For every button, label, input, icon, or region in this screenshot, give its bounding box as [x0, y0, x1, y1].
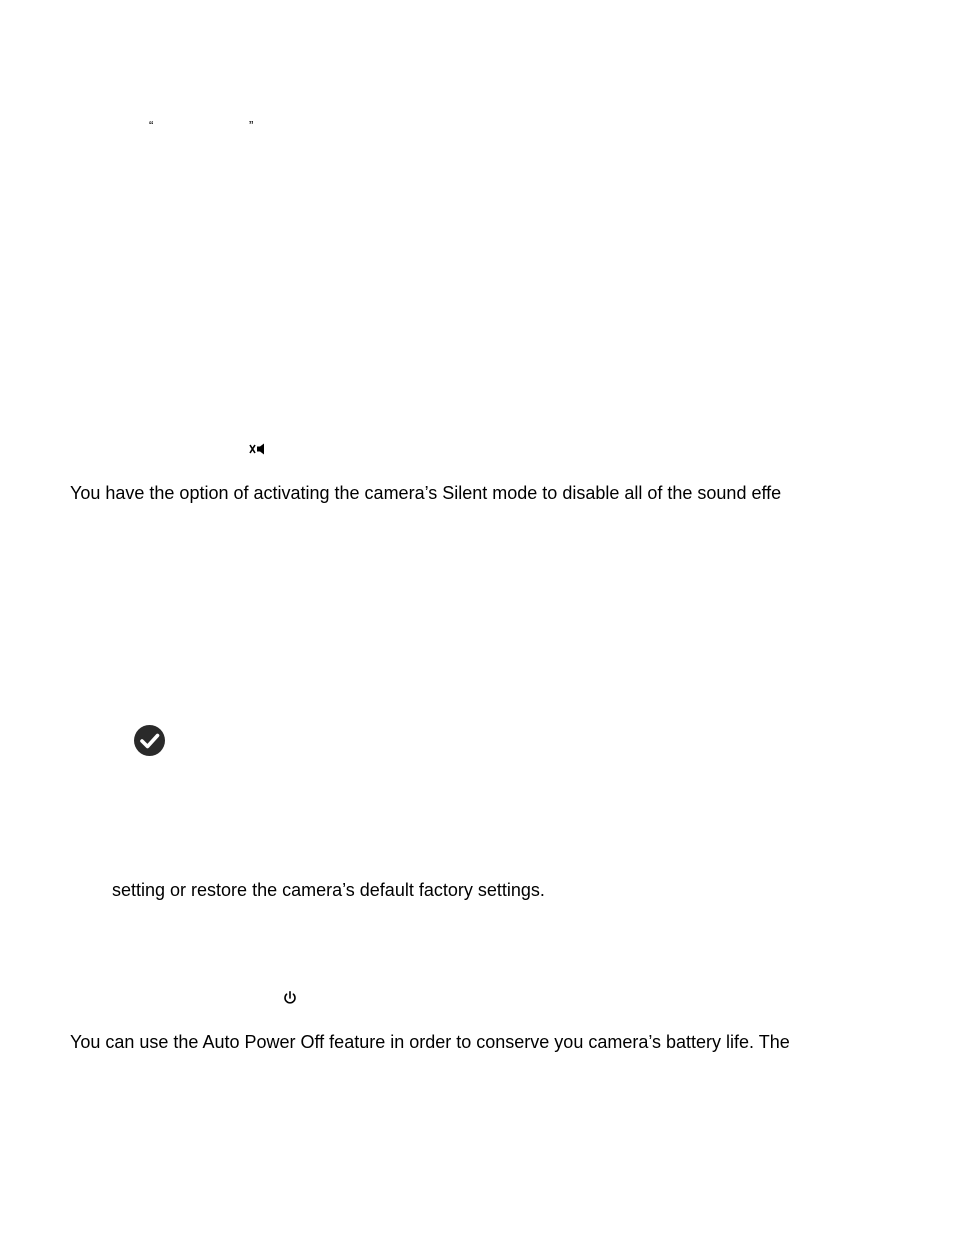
silent-mode-description: You have the option of activating the camera’s Silent mode to disable all of the sound effe — [70, 483, 782, 503]
silent-mode-icon — [249, 442, 267, 456]
open-quote-mark: “ — [149, 118, 154, 133]
reset-settings-description: setting or restore the camera’s default factory settings. — [112, 880, 545, 900]
auto-power-off-description: You can use the Auto Power Off feature in order to conserve you camera’s battery life. The — [70, 1032, 790, 1052]
power-icon — [282, 990, 298, 1006]
checkmark-circle-icon — [133, 724, 166, 757]
close-quote-mark: ” — [249, 118, 254, 133]
